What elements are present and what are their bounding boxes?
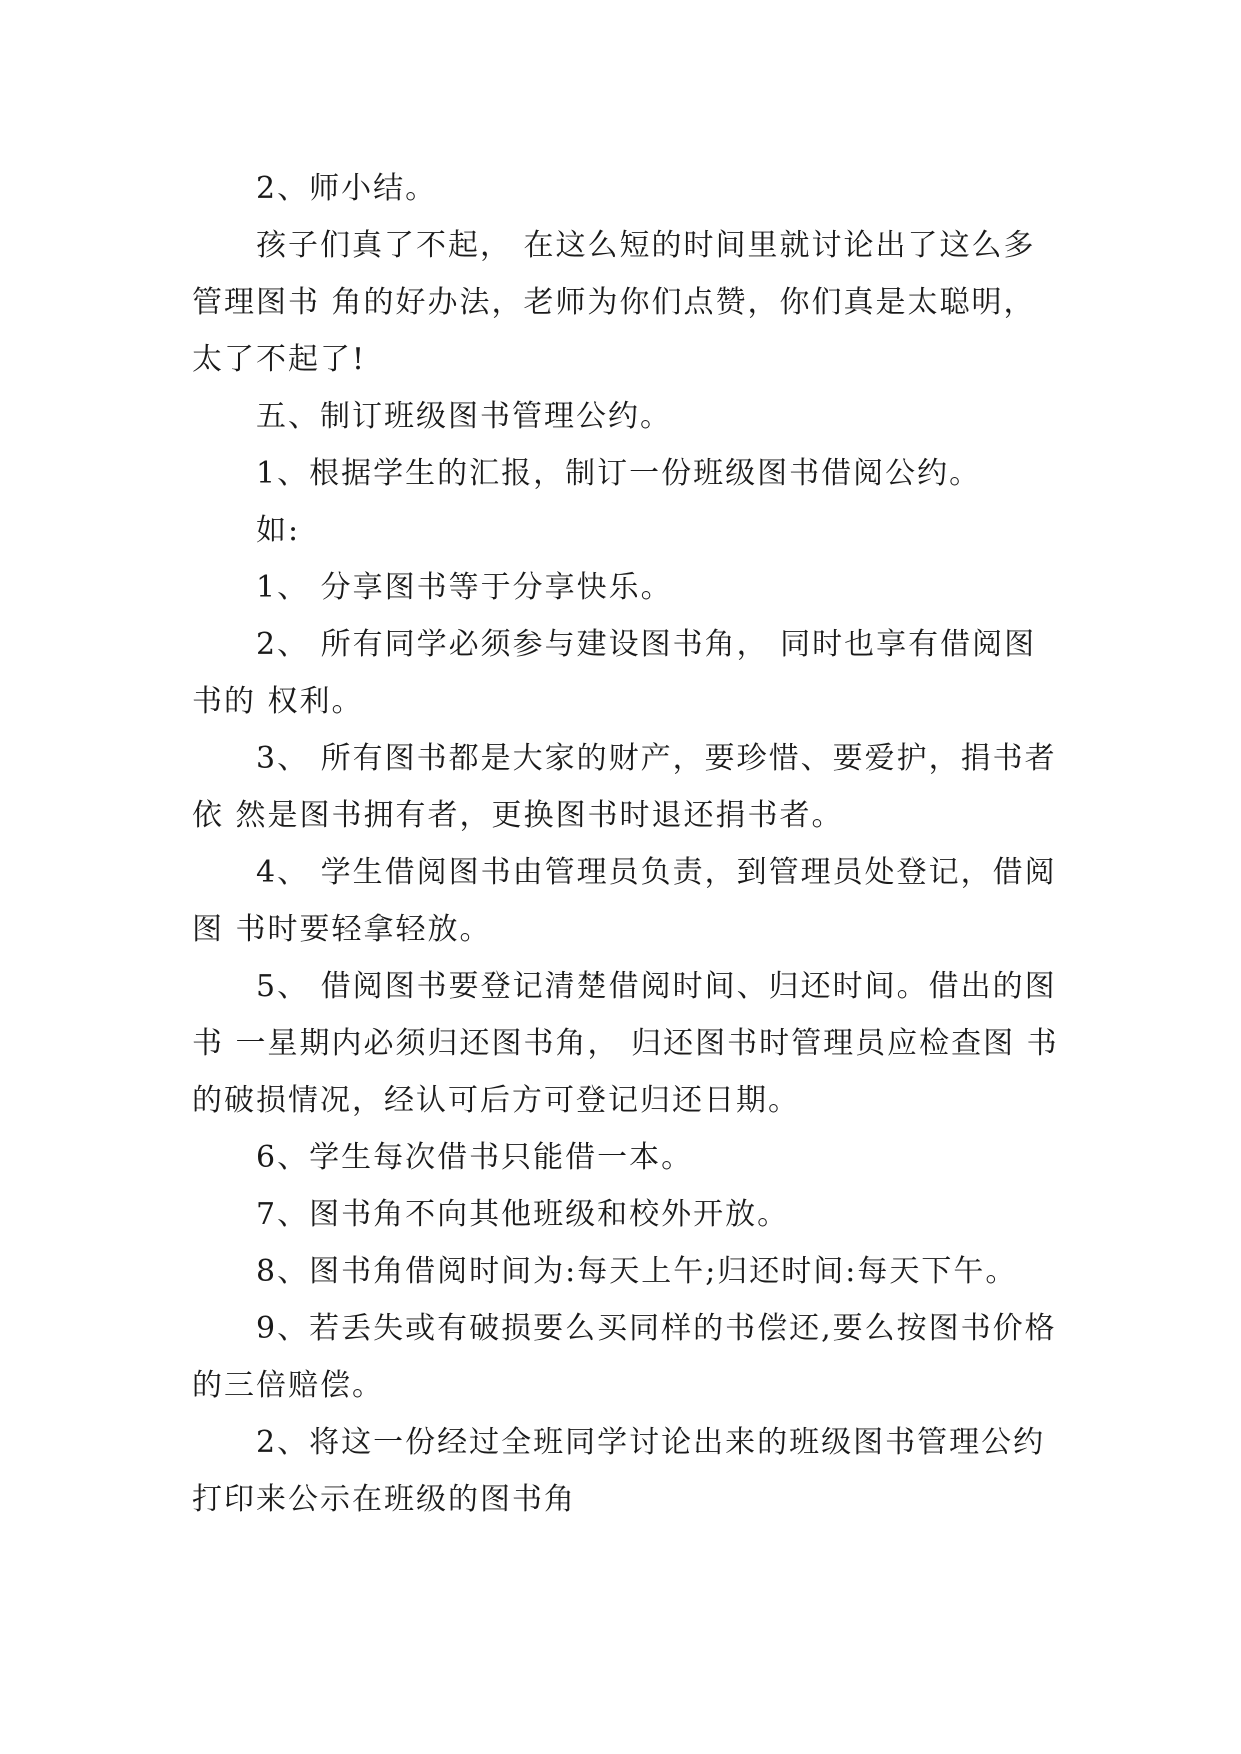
rule-item-3: 3、 所有图书都是大家的财产，要珍惜、要爱护，捐书者依 然是图书拥有者，更换图书时退还捐书者。 — [192, 741, 1057, 833]
paragraph-step-one: 1、根据学生的汇报，制订一份班级图书借阅公约。 — [256, 456, 982, 491]
rule-item-2: 2、 所有同学必须参与建设图书角， 同时也享有借阅图书的 权利。 — [192, 627, 1037, 719]
document-body — [192, 160, 1062, 1528]
paragraph-example-intro: 如: — [256, 513, 301, 548]
rule-item-6: 6、学生每次借书只能借一本。 — [256, 1140, 694, 1175]
rule-item-1: 1、 分享图书等于分享快乐。 — [256, 570, 673, 605]
rule-item-5: 5、 借阅图书要登记清楚借阅时间、归还时间。借出的图书 一星期内必须归还图书角， 归还图书时管理员应检查图 书的破损情况，经认可后方可登记归还日期。 — [192, 969, 1059, 1118]
rule-item-8: 8、图书角借阅时间为:每天上午;归还时间:每天下午。 — [256, 1254, 1018, 1289]
paragraph-section-five-heading: 五、制订班级图书管理公约。 — [256, 399, 672, 434]
paragraph-teacher-summary-heading: 2、师小结。 — [256, 171, 438, 206]
paragraph-teacher-summary: 孩子们真了不起， 在这么短的时间里就讨论出了这么多管理图书 角的好办法，老师为你们点赞，你们真是太聪明，太了不起了! — [192, 228, 1036, 377]
paragraph-step-two: 2、将这一份经过全班同学讨论出来的班级图书管理公约打印来公示在班级的图书角 — [192, 1425, 1046, 1517]
rule-item-7: 7、图书角不向其他班级和校外开放。 — [256, 1197, 790, 1232]
rule-item-4: 4、 学生借阅图书由管理员负责，到管理员处登记，借阅图 书时要轻拿轻放。 — [192, 855, 1057, 947]
rule-item-9: 9、若丢失或有破损要么买同样的书偿还,要么按图书价格的三倍赔偿。 — [192, 1311, 1057, 1403]
